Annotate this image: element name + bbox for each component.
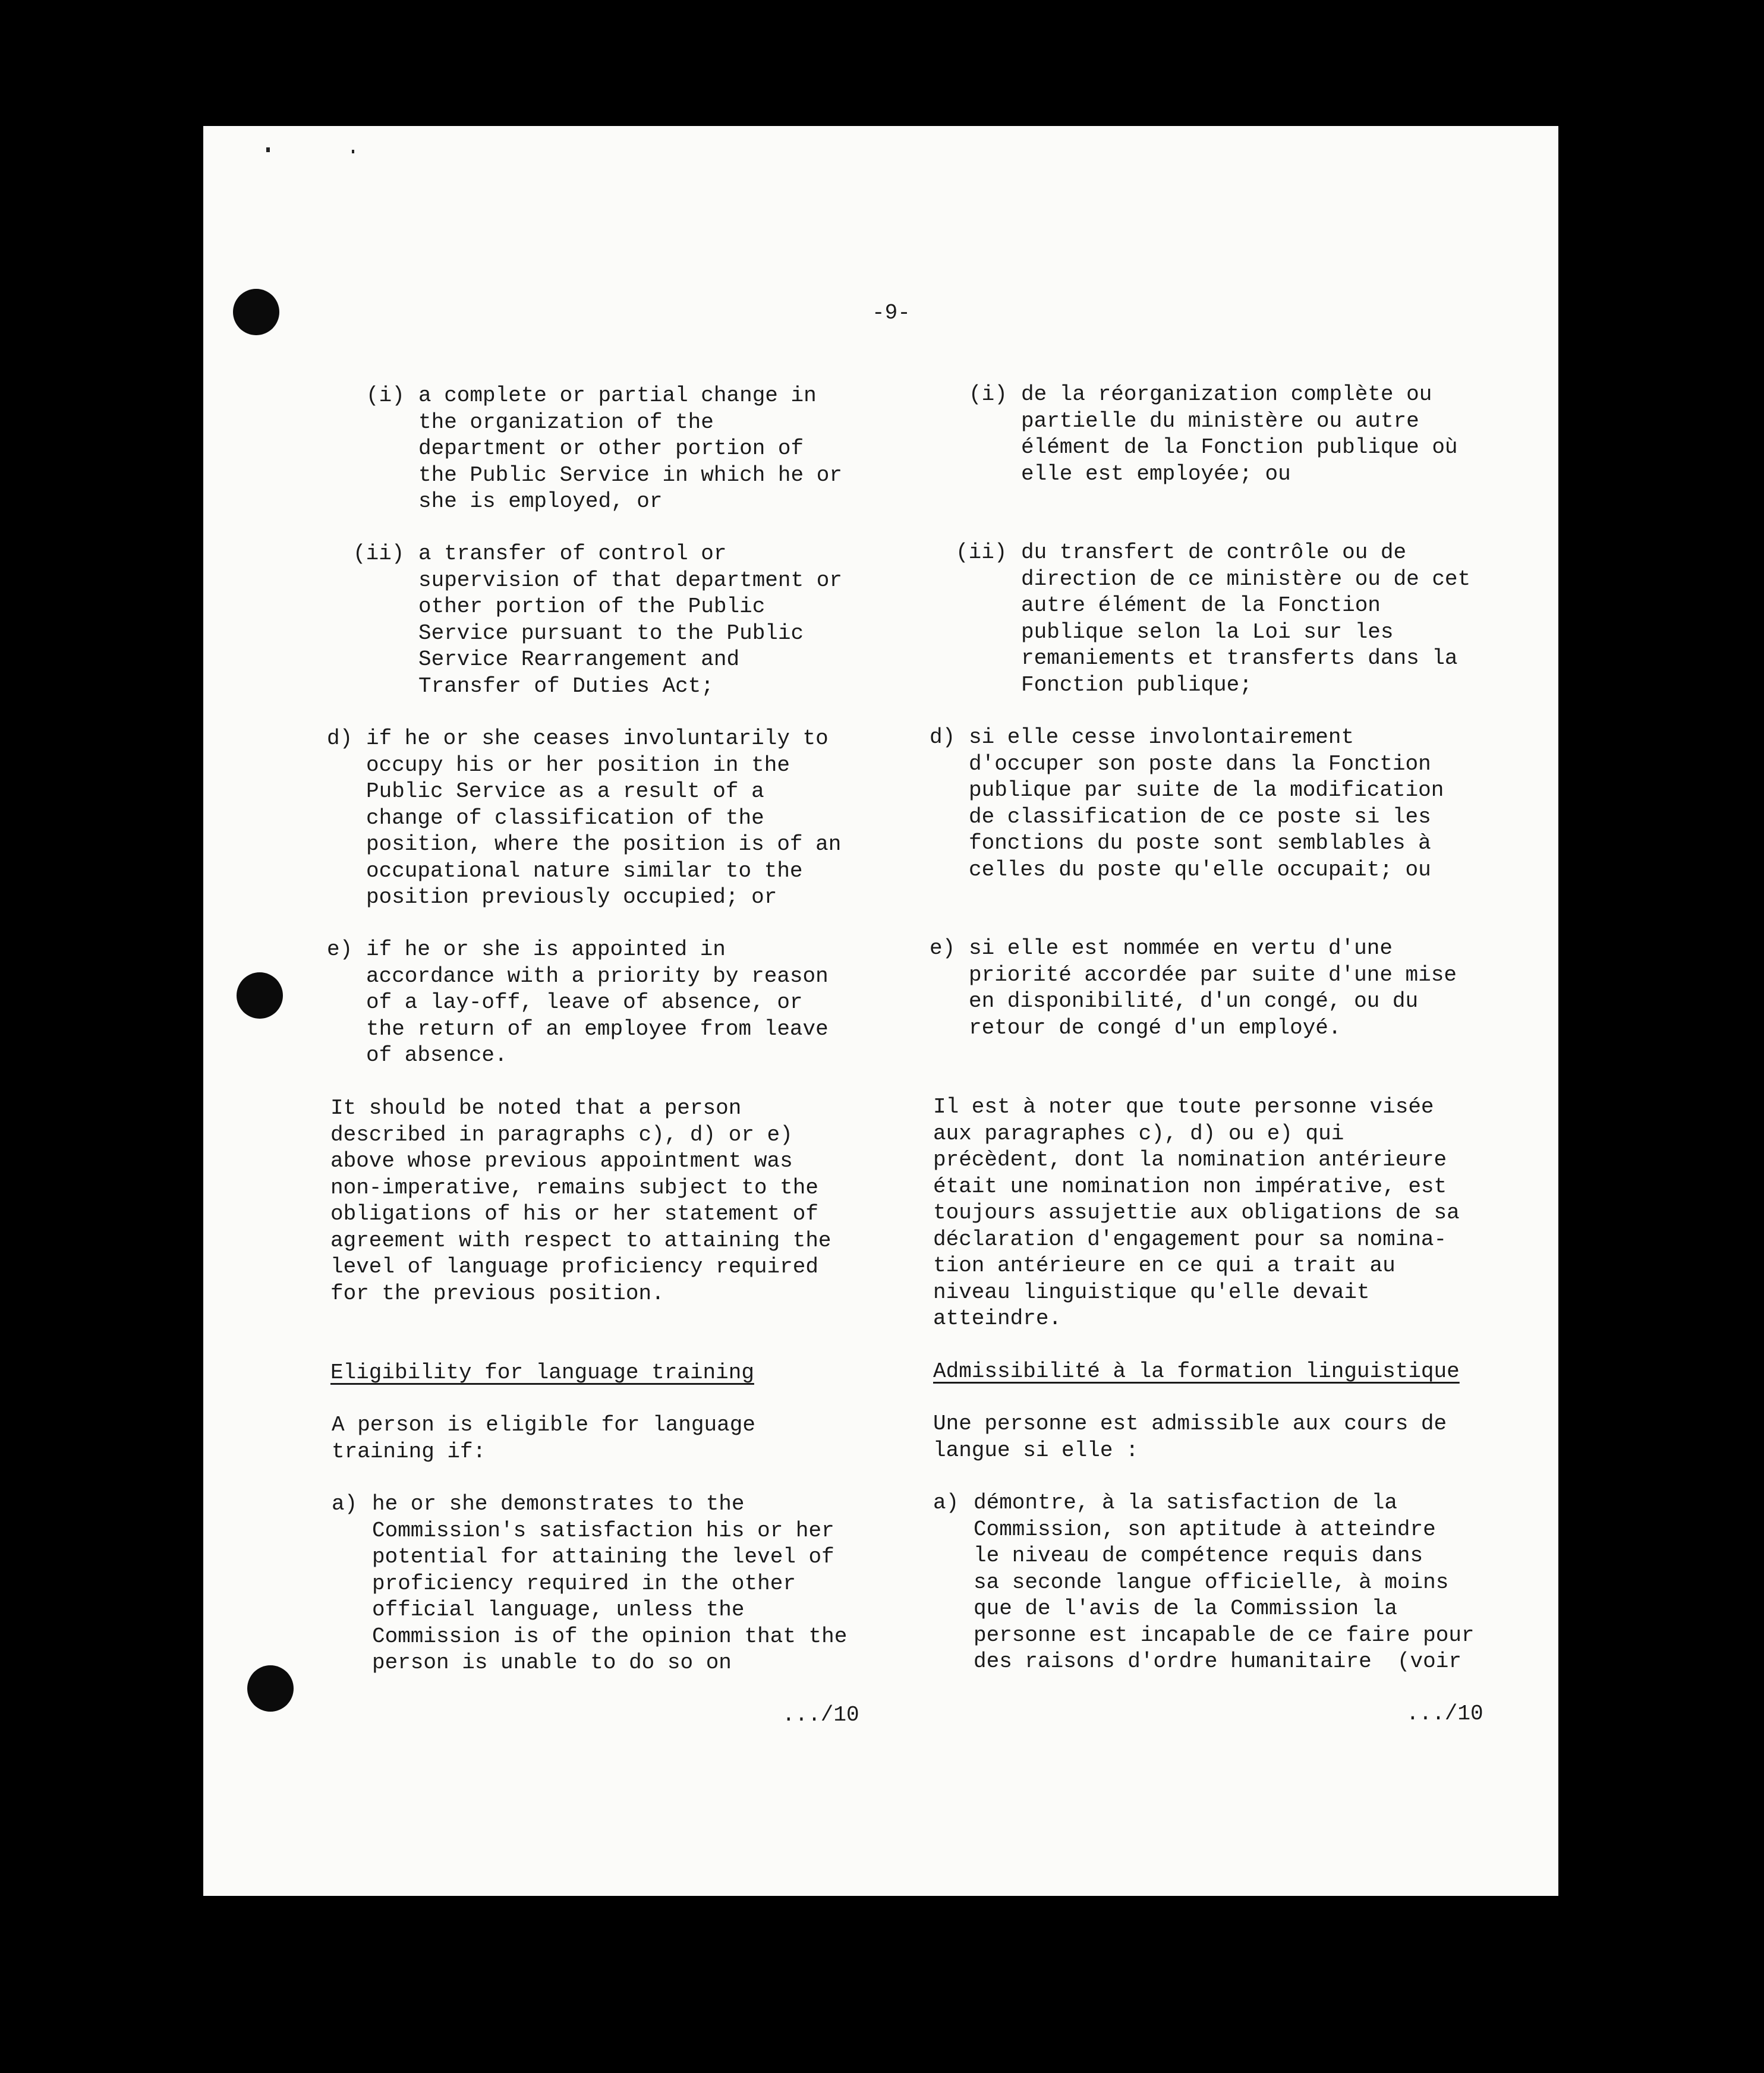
en-item-a-label: a) xyxy=(332,1492,358,1516)
en-item-i-label: (i) xyxy=(366,383,405,408)
page-number: -9- xyxy=(872,301,911,325)
fr-intro-paragraph: Une personne est admissible aux cours de langue si elle : xyxy=(933,1412,1447,1463)
fr-item-d-label: d) xyxy=(930,725,956,749)
punch-hole-top xyxy=(233,289,279,335)
fr-item-d-text: si elle cesse involontairement d'occuper son poste dans la Fonction publique par suite de la modification de classification de ce poste si les fonctions du poste sont semblables à celles du poste qu'elle occupait; ou xyxy=(969,725,1444,882)
fr-item-a-text: démontre, à la satisfaction de la Commission, son aptitude à atteindre le niveau de compétence requis dans sa seconde langue officielle, à moins que de l'avis de la Commission la personne est incapable de ce faire pour des raisons d'ordre humanitaire (voir xyxy=(974,1491,1475,1674)
fr-item-i-label: (i) xyxy=(969,382,1007,407)
en-item-e-text: if he or she is appointed in accordance with a priority by reason of a lay-off, leave of absence, or the return of an employee from leave of absence. xyxy=(366,937,829,1067)
speck-mark xyxy=(266,147,270,152)
en-item-d-text: if he or she ceases involuntarily to occupy his or her position in the Public Service as a result of a change of classification of the position, where the position is of an occupational nature similar to the position previously occupied; or xyxy=(366,726,842,909)
fr-item-a-label: a) xyxy=(933,1491,959,1515)
en-item-e-label: e) xyxy=(327,937,353,962)
fr-item-e-text: si elle est nommée en vertu d'une priorité accordée par suite d'une mise en disponibilité, d'un congé, ou du retour de congé d'un employé. xyxy=(969,936,1457,1040)
fr-item-ii-text: du transfert de contrôle ou de direction de ce ministère ou de cet autre élément de la Fonction publique selon la Loi sur les remaniements et transferts dans la Fonction publique; xyxy=(1021,540,1471,697)
en-item-ii-text: a transfer of control or supervision of that department or other portion of the Public Service pursuant to the Public Service Rearrangement and Transfer of Duties Act; xyxy=(418,541,842,698)
en-continued-marker: .../10 xyxy=(782,1703,859,1727)
fr-item-e-label: e) xyxy=(930,936,956,960)
fr-section-heading: Admissibilité à la formation linguistique xyxy=(933,1359,1460,1384)
en-item-a-text: he or she demonstrates to the Commission's satisfaction his or her potential for attaining the level of proficiency required in the other official language, unless the Commission is of the opinion that the person is unable to do so on xyxy=(372,1492,848,1675)
en-item-ii-label: (ii) xyxy=(353,541,405,566)
punch-hole-bottom xyxy=(247,1665,294,1712)
fr-item-i-text: de la réorganization complète ou partielle du ministère ou autre élément de la Fonction publique où elle est employée; ou xyxy=(1021,382,1458,486)
en-item-d-label: d) xyxy=(327,726,353,751)
fr-note-paragraph: Il est à noter que toute personne visée aux paragraphes c), d) ou e) qui précèdent, dont la nomination antérieure était une nomination non impérative, est toujours assujettie aux obligations de sa déclaration d'engagement pour sa nomina- tion antérieure en ce qui a trait au niveau linguistique qu'elle devait atteindre. xyxy=(933,1095,1460,1331)
en-section-heading: Eligibility for language training xyxy=(330,1360,754,1385)
speck-mark xyxy=(352,150,354,153)
fr-continued-marker: .../10 xyxy=(1406,1702,1483,1726)
document-page xyxy=(203,126,1558,1896)
en-item-i-text: a complete or partial change in the organization of the department or other portion of the Public Service in which he or she is employed, or xyxy=(418,383,842,513)
en-note-paragraph: It should be noted that a person described in paragraphs c), d) or e) above whose previous appointment was non-imperative, remains subject to the obligations of his or her statement of agreement with respect to attaining the level of language proficiency required for the previous position. xyxy=(330,1096,831,1306)
punch-hole-middle xyxy=(237,972,283,1019)
en-intro-paragraph: A person is eligible for language training if: xyxy=(332,1413,755,1464)
fr-item-ii-label: (ii) xyxy=(956,540,1007,565)
